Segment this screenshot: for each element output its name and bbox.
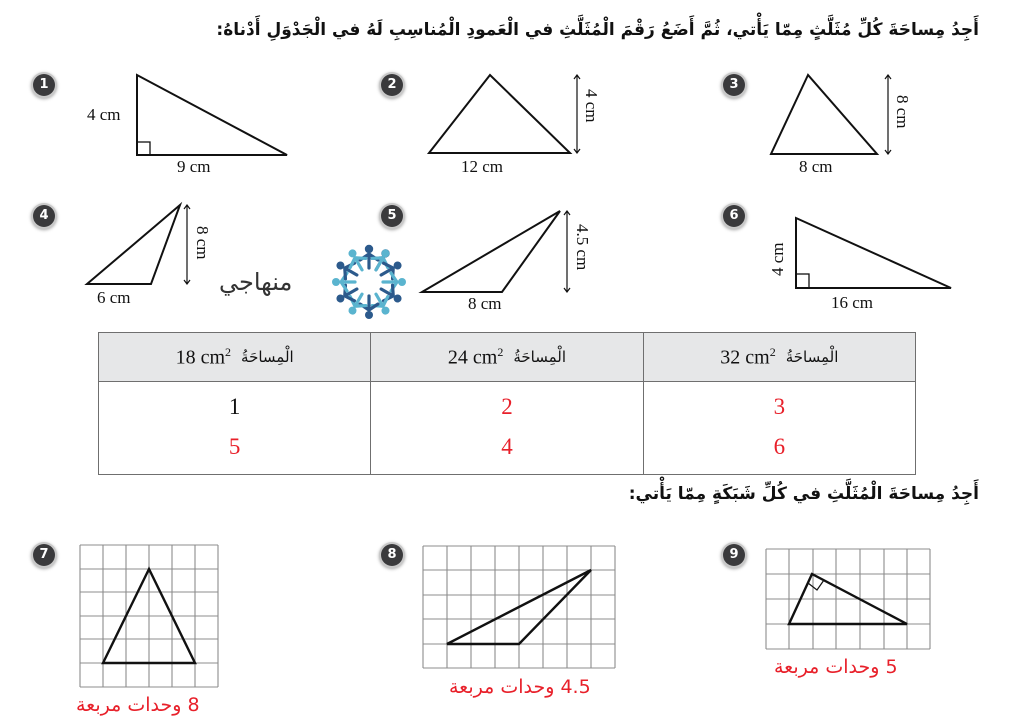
problem-number-badge: 6	[723, 205, 745, 227]
instruction-find-area-table: أَجِدُ مِساحَةَ كُلِّ مُثَلَّثٍ مِمّا يَأْتي، ثُمَّ أَضَعُ رَقْمَ الْمُثَلَّثِ في الْعَمودِ الْمُناسِبِ لَهُ في الْجَدْوَلِ أَدْناهُ:	[216, 20, 979, 40]
table-cell: 3	[643, 382, 915, 428]
triangle-3-base-label: 8 cm	[799, 157, 833, 176]
problem-number-badge: 3	[723, 74, 745, 96]
triangle-2-base-label: 12 cm	[461, 157, 504, 176]
instruction-find-area-grid: أَجِدُ مِساحَةَ الْمُثَلَّثِ في كُلِّ شَبَكَةٍ مِمّا يَأْتي:	[628, 484, 979, 504]
area-word: الْمِساحَةُ	[785, 348, 839, 366]
area-value: 24 $cm^2$	[447, 344, 504, 369]
problem-number-badge: 9	[723, 544, 745, 566]
problem-number-badge: 1	[33, 74, 55, 96]
table-cell: 5	[99, 427, 371, 475]
table-cell: 4	[371, 427, 643, 475]
triangle-3-height-label: 8 cm	[893, 95, 912, 129]
problem-number-badge: 2	[381, 74, 403, 96]
problem-number-badge: 7	[33, 544, 55, 566]
triangle-1-base-label: 9 cm	[177, 157, 211, 176]
problem-number-badge: 5	[381, 205, 403, 227]
triangle-4-height-label: 8 cm	[193, 226, 212, 260]
table-cell: 6	[643, 427, 915, 475]
answer-7: 8 وحدات مربعة	[76, 694, 200, 716]
triangle-1-height-label: 4 cm	[87, 105, 121, 124]
area-value: 32 $cm^2$	[720, 344, 776, 369]
answer-9: 5 وحدات مربعة	[774, 656, 898, 678]
area-word: الْمِساحَةُ	[241, 348, 294, 366]
area-value: 18 $cm^2$	[175, 344, 232, 369]
answer-8: 4.5 وحدات مربعة	[449, 676, 591, 698]
triangle-6-height-label: 4 cm	[768, 242, 787, 276]
table-cell: 1	[99, 382, 371, 428]
triangle-2-height-label: 4 cm	[582, 89, 601, 123]
table-cell: 2	[371, 382, 643, 428]
problem-number-badge: 8	[381, 544, 403, 566]
area-word: الْمِساحَةُ	[513, 348, 567, 366]
triangle-4-base-label: 6 cm	[97, 288, 131, 307]
problem-number-badge: 4	[33, 205, 55, 227]
manhaji-logo-text: منهاجي	[219, 268, 293, 296]
triangle-5-base-label: 8 cm	[468, 294, 502, 313]
triangle-5-height-label: 4.5 cm	[573, 224, 592, 271]
triangle-6-base-label: 16 cm	[831, 293, 874, 312]
